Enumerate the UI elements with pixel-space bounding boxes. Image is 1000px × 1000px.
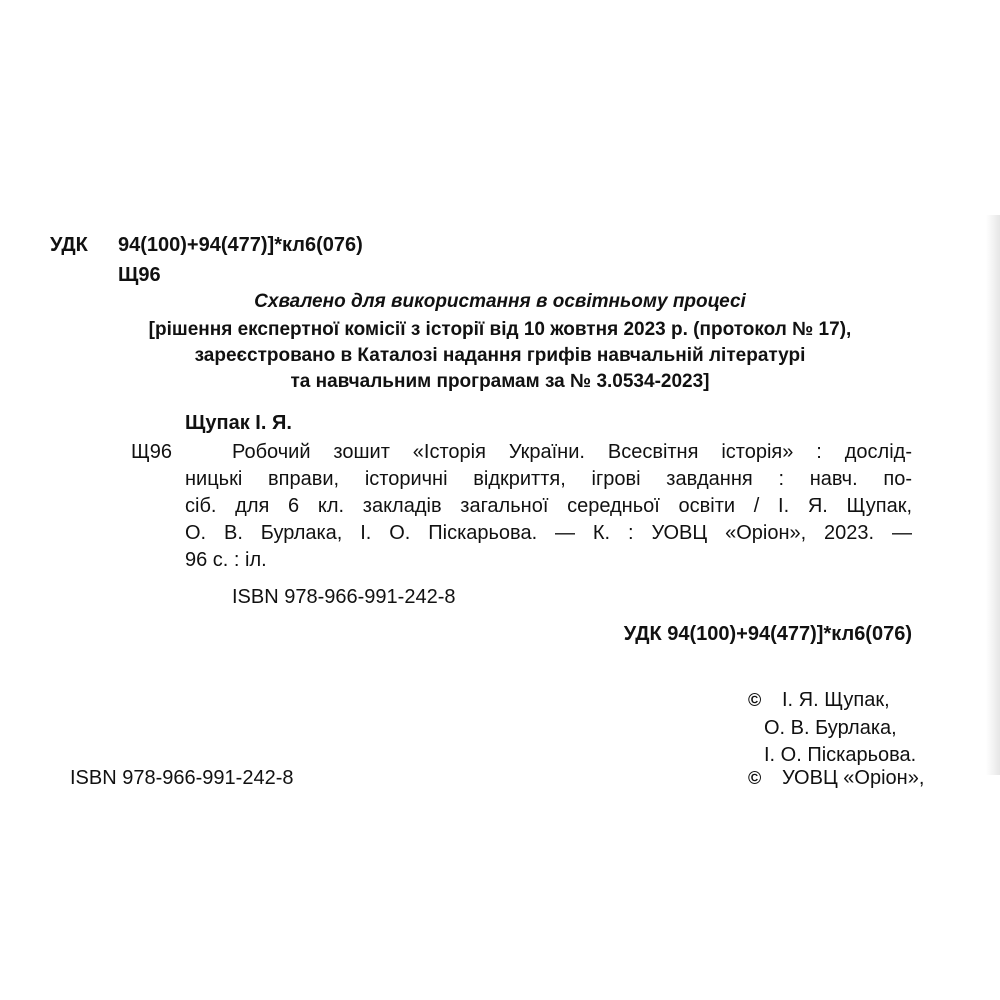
- catalog-description-line-5: 96 с. : іл.: [185, 549, 267, 571]
- copyright-icon: ©: [748, 690, 762, 710]
- catalog-description-line-3: сіб. для 6 кл. закладів загальної середньої освіти / І. Я. Щупак,: [185, 495, 912, 517]
- approval-line-2: зареєстровано в Каталозі надання грифів навчальній літературі: [194, 345, 806, 366]
- copyright-icon: ©: [748, 768, 762, 788]
- catalog-author-mark: Щ96: [131, 441, 172, 463]
- catalog-isbn: ISBN 978-966-991-242-8: [232, 586, 456, 608]
- author-mark: Щ96: [118, 264, 161, 286]
- approval-line-3: та навчальним програмам за № 3.0534-2023]: [290, 371, 710, 392]
- copyright-author-2: О. В. Бурлака,: [764, 717, 897, 739]
- catalog-description-line-4: О. В. Бурлака, І. О. Піскарьова. — К. : УОВЦ «Оріон», 2023. —: [185, 522, 912, 544]
- approval-title: Схвалено для використання в освітньому процесі: [254, 291, 746, 312]
- catalog-udk: УДК 94(100)+94(477)]*кл6(076): [623, 623, 912, 645]
- catalog-description-line-1: Робочий зошит «Історія України. Всесвітня історія» : дослід-: [232, 441, 912, 463]
- udk-label: УДК: [50, 234, 88, 256]
- footer-isbn: ISBN 978-966-991-242-8: [70, 767, 294, 789]
- catalog-author-heading: Щупак І. Я.: [185, 412, 292, 434]
- copyright-author-1: І. Я. Щупак,: [782, 689, 890, 711]
- approval-line-1: [рішення експертної комісії з історії від 10 жовтня 2023 р. (протокол № 17),: [148, 319, 852, 340]
- copyright-publisher: УОВЦ «Оріон»,: [782, 767, 925, 789]
- catalog-description-line-2: ницькі вправи, історичні відкриття, ігрові завдання : навч. по-: [185, 468, 912, 490]
- copyright-author-3: І. О. Піскарьова.: [764, 744, 917, 766]
- udk-code: 94(100)+94(477)]*кл6(076): [118, 234, 363, 256]
